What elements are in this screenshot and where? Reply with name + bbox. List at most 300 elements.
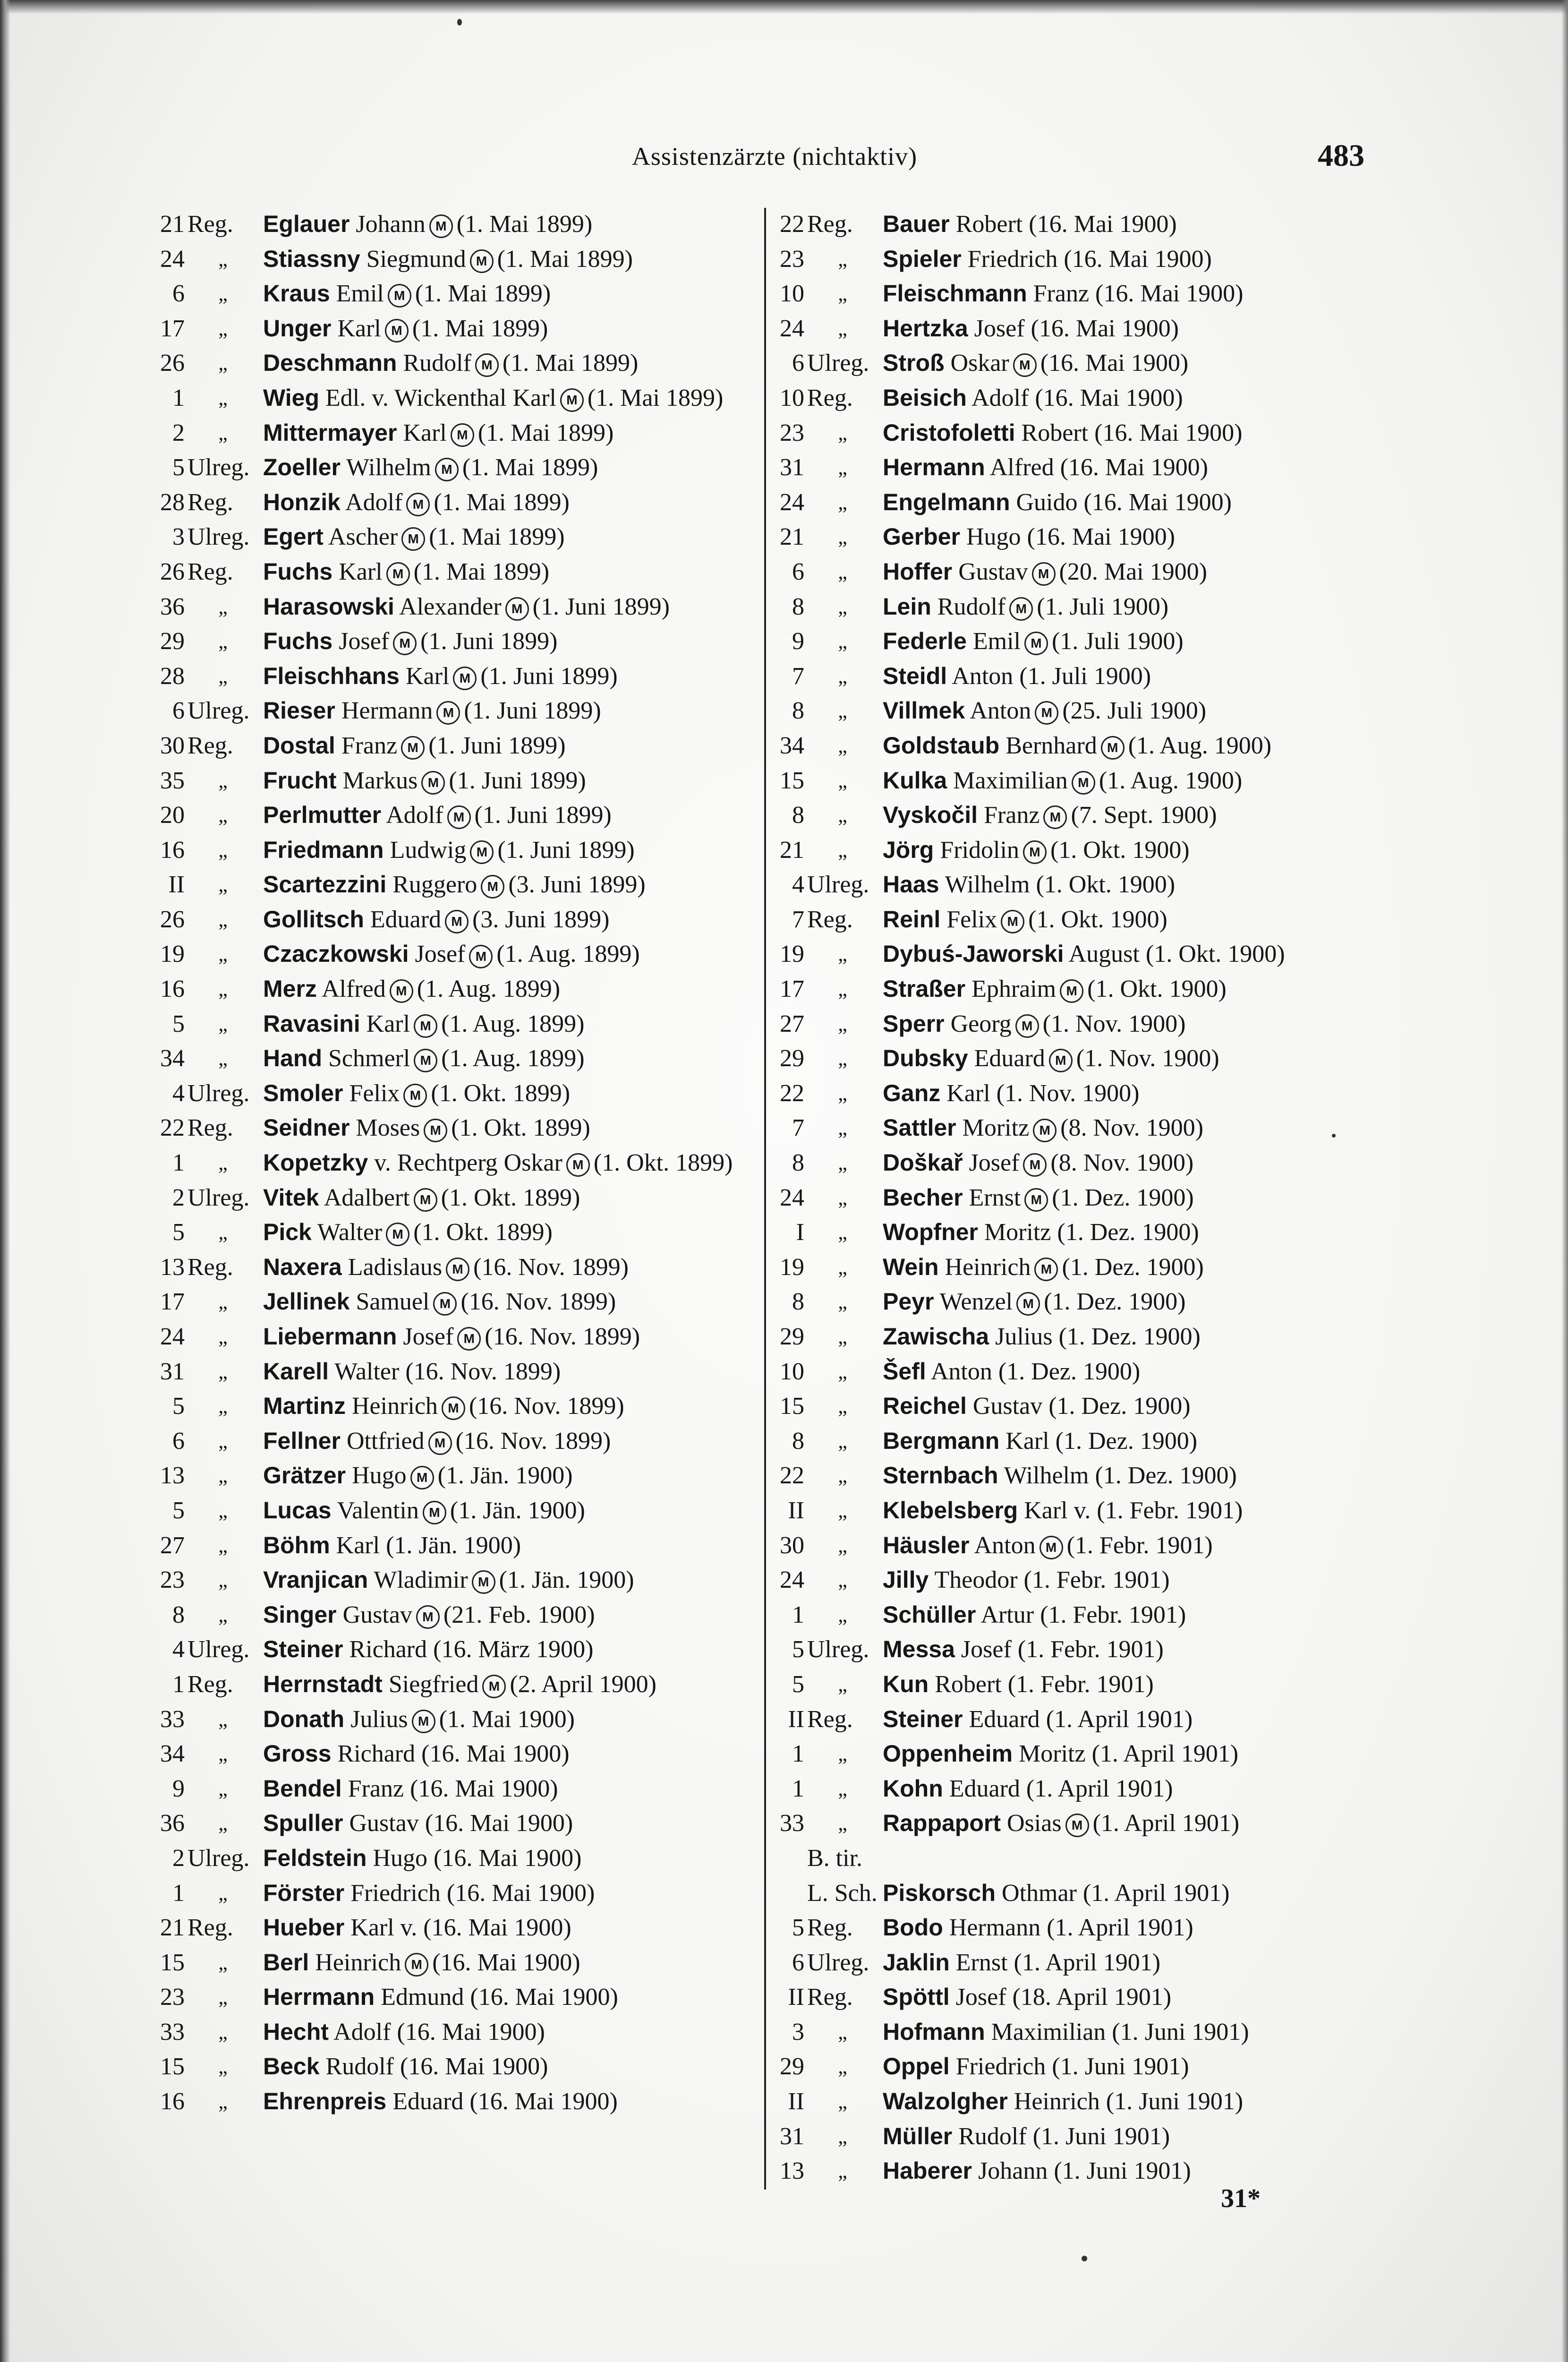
given-name: Schmerl <box>328 1045 410 1072</box>
unit-type: „ <box>218 2020 228 2044</box>
entry-date: (1. Aug. 1899) <box>441 1010 585 1037</box>
entry-unit <box>773 798 883 833</box>
given-name: Anton <box>970 697 1031 725</box>
entry-text <box>883 1945 1160 1980</box>
circled-m-icon: M <box>410 1466 434 1489</box>
surname: Šefl <box>883 1358 926 1385</box>
entry-text <box>263 555 549 590</box>
entry-unit <box>153 590 263 625</box>
unit-type: „ <box>838 2124 847 2148</box>
list-entry <box>153 937 763 972</box>
entry-unit <box>153 1876 263 1911</box>
surname: Lucas <box>263 1497 332 1523</box>
circled-m-icon: M <box>1001 910 1024 933</box>
unit-type: „ <box>838 1672 847 1696</box>
circled-m-icon: M <box>401 527 425 551</box>
unit-type: „ <box>838 282 847 306</box>
surname: Ehrenpreis <box>263 2088 387 2115</box>
entry-date: (1. Mai 1899) <box>462 454 598 481</box>
unit-number: 19 <box>160 941 185 968</box>
unit-type: „ <box>218 317 228 340</box>
list-entry <box>153 1146 763 1181</box>
given-name: v. Rechtperg Oskar <box>374 1149 562 1177</box>
list-entry <box>773 693 1387 728</box>
given-name: Samuel <box>356 1288 430 1316</box>
surname: Berl <box>263 1949 309 1976</box>
entry-date: (16. Mai 1900) <box>425 1810 573 1837</box>
unit-number: 22 <box>160 1114 185 1142</box>
list-entry <box>773 276 1387 311</box>
entry-text <box>883 520 1175 555</box>
unit-type: Ulreg. <box>187 454 250 481</box>
given-name: Walter <box>317 1219 383 1246</box>
circled-m-icon: M <box>560 388 584 412</box>
entry-text <box>263 1806 573 1841</box>
entry-unit <box>773 2154 883 2189</box>
entry-text <box>263 1424 611 1459</box>
unit-type: „ <box>838 1742 847 1766</box>
circled-m-icon: M <box>472 1570 495 1594</box>
entry-unit <box>773 1215 883 1250</box>
entry-date: (25. Juli 1900) <box>1062 697 1207 725</box>
entry-date: (16. Mai 1900) <box>410 1775 558 1802</box>
circled-m-icon: M <box>414 1188 437 1212</box>
entry-unit <box>153 1632 263 1667</box>
list-entry <box>153 1841 763 1876</box>
list-entry <box>773 624 1387 659</box>
list-entry <box>153 1319 763 1354</box>
given-name: Eduard <box>392 2088 464 2115</box>
given-name: Alfred <box>322 976 386 1003</box>
surname: Merz <box>263 976 317 1002</box>
unit-type: „ <box>838 1812 847 1835</box>
list-entry <box>153 867 763 902</box>
entry-unit <box>153 381 263 416</box>
entry-date: (1. Jän. 1900) <box>437 1462 573 1489</box>
entry-date: (1. Juni 1901) <box>1112 2018 1249 2045</box>
entry-date: (1. Dez. 1900) <box>1095 1462 1237 1489</box>
entry-unit <box>153 1319 263 1354</box>
given-name: Ladislaus <box>348 1253 443 1281</box>
entry-text <box>263 1945 580 1980</box>
entry-date: (16. Mai 1900) <box>1029 211 1177 238</box>
surname: Naxera <box>263 1253 342 1280</box>
entry-unit <box>153 902 263 937</box>
unit-number: 9 <box>792 628 804 655</box>
entry-text <box>883 693 1206 728</box>
circled-m-icon: M <box>566 1153 590 1177</box>
entry-text <box>883 2119 1170 2154</box>
unit-type: Reg. <box>187 732 233 759</box>
entry-text <box>263 972 560 1007</box>
unit-type: „ <box>838 699 847 723</box>
surname: Wein <box>883 1253 939 1280</box>
unit-type: „ <box>838 595 847 618</box>
entry-text <box>883 381 1183 416</box>
entry-text <box>263 728 566 763</box>
list-entry <box>153 1632 763 1667</box>
given-name: Heinrich <box>1014 2088 1100 2115</box>
given-name: Gustav <box>342 1601 412 1628</box>
surname: Steiner <box>883 1705 963 1732</box>
surname: Böhm <box>263 1532 330 1558</box>
unit-type: Ulreg. <box>807 350 869 377</box>
given-name: Adalbert <box>324 1184 410 1211</box>
entry-text <box>883 972 1227 1007</box>
unit-type: Reg. <box>187 558 233 585</box>
unit-type: „ <box>838 1012 847 1036</box>
entry-date: (8. Nov. 1900) <box>1060 1114 1203 1142</box>
surname: Vyskočil <box>883 802 978 829</box>
entry-date: (16. Mai 1900) <box>1035 384 1183 411</box>
entry-unit <box>773 1841 883 1876</box>
unit-type: „ <box>838 1533 847 1557</box>
given-name: Siegmund <box>366 245 466 273</box>
surname: Hecht <box>263 2018 329 2045</box>
list-entry <box>153 798 763 833</box>
given-name: Guido <box>1016 488 1078 516</box>
entry-text <box>883 1424 1197 1459</box>
circled-m-icon: M <box>1009 597 1033 621</box>
given-name: Richard <box>349 1636 427 1663</box>
entry-text <box>263 2015 545 2050</box>
circled-m-icon: M <box>414 1049 437 1072</box>
entry-date: (1. Mai 1899) <box>497 245 633 273</box>
circled-m-icon: M <box>401 736 425 760</box>
entry-date: (1. Febr. 1901) <box>1007 1670 1154 1698</box>
entry-text <box>883 1598 1186 1633</box>
circled-m-icon: M <box>406 493 430 516</box>
list-entry <box>153 1389 763 1424</box>
list-entry <box>773 1980 1387 2015</box>
given-name: Wilhelm <box>346 454 431 481</box>
entry-unit <box>153 1146 263 1181</box>
given-name: Josef <box>403 1323 454 1350</box>
given-name: Karl v. <box>1024 1497 1091 1524</box>
entry-date: (1. Juli 1900) <box>1019 662 1151 690</box>
given-name: Richard <box>337 1740 416 1768</box>
entry-text <box>263 1737 570 1772</box>
unit-type: „ <box>218 351 228 375</box>
surname: Fleischhans <box>263 662 400 689</box>
entry-unit <box>153 485 263 520</box>
circled-m-icon: M <box>1101 736 1125 760</box>
unit-number: 13 <box>160 1253 185 1281</box>
surname: Fuchs <box>263 558 333 585</box>
entry-text <box>263 1284 616 1319</box>
list-entry <box>153 1354 763 1389</box>
circled-m-icon: M <box>457 1327 481 1351</box>
given-name: Ruggero <box>392 871 477 899</box>
entry-date: (16. Mai 1900) <box>469 2088 618 2115</box>
unit-type: Ulreg. <box>807 871 869 899</box>
entry-date: (1. Juni 1899) <box>474 802 612 829</box>
given-name: Artur <box>980 1601 1034 1628</box>
entry-text <box>263 1041 585 1076</box>
surname: Martinz <box>263 1393 346 1420</box>
surname: Ravasini <box>263 1010 360 1037</box>
circled-m-icon: M <box>445 910 469 933</box>
entry-date: (1. Juni 1899) <box>532 593 670 620</box>
entry-date: (16. Mai 1900) <box>1027 523 1175 551</box>
list-entry <box>773 1493 1387 1528</box>
list-entry <box>773 590 1387 625</box>
list-entry <box>153 624 763 659</box>
given-name: Georg <box>950 1010 1012 1037</box>
list-entry <box>153 1250 763 1285</box>
surname: Bendel <box>263 1775 342 1802</box>
entry-text <box>883 1284 1185 1319</box>
unit-number: 3 <box>792 2018 804 2045</box>
unit-number: 5 <box>172 454 185 481</box>
surname: Müller <box>883 2122 953 2149</box>
given-name: Wladimir <box>374 1566 468 1594</box>
unit-number: 29 <box>780 2053 804 2080</box>
circled-m-icon: M <box>1024 632 1048 655</box>
unit-type: „ <box>218 1464 228 1488</box>
unit-number: 6 <box>792 350 804 377</box>
unit-number: 16 <box>160 836 185 864</box>
list-entry <box>153 902 763 937</box>
surname: Beck <box>263 2053 320 2080</box>
given-name: Emil <box>336 280 384 308</box>
surname: Kun <box>883 1670 929 1697</box>
entry-unit <box>773 1667 883 1702</box>
list-entry <box>153 1598 763 1633</box>
entry-unit <box>153 2015 263 2050</box>
given-name: Eduard <box>974 1045 1045 1072</box>
unit-type: „ <box>838 1081 847 1105</box>
surname: Piskorsch <box>883 1879 996 1906</box>
entry-text <box>263 1111 590 1146</box>
given-name: Bernhard <box>1006 732 1097 759</box>
given-name: Adolf <box>971 384 1029 411</box>
entry-text <box>883 1667 1154 1702</box>
entry-unit <box>153 276 263 311</box>
list-entry <box>153 2049 763 2084</box>
unit-number: 4 <box>792 871 804 899</box>
entry-date: (1. Mai 1899) <box>502 350 639 377</box>
surname: Kraus <box>263 280 330 307</box>
unit-number: 22 <box>780 1079 804 1107</box>
given-name: Maximilian <box>991 2018 1106 2045</box>
circled-m-icon: M <box>1013 353 1037 377</box>
unit-type: „ <box>838 2159 847 2183</box>
entry-unit <box>153 1806 263 1841</box>
unit-number: 4 <box>172 1636 185 1663</box>
page-header-title: Assistenzärzte (nichtaktiv) <box>631 142 918 171</box>
unit-type: „ <box>838 247 847 271</box>
entry-text <box>883 1319 1201 1354</box>
entry-unit <box>153 1945 263 1980</box>
circled-m-icon: M <box>475 353 499 377</box>
unit-type: „ <box>838 977 847 1001</box>
entry-text <box>883 1910 1193 1945</box>
unit-number: 26 <box>160 906 185 933</box>
given-name: Hugo <box>966 523 1021 551</box>
given-name: Josef <box>961 1636 1012 1663</box>
surname: Stiassny <box>263 245 360 272</box>
surname: Jilly <box>883 1566 929 1593</box>
list-entry <box>773 520 1387 555</box>
given-name: Johann <box>978 2157 1048 2185</box>
circled-m-icon: M <box>405 1953 428 1977</box>
given-name: Karl <box>339 558 383 585</box>
entry-text <box>883 276 1243 311</box>
entry-text <box>263 1667 656 1702</box>
unit-number: 34 <box>780 732 804 759</box>
list-entry <box>773 207 1387 242</box>
given-name: Edl. v. Wickenthal Karl <box>325 384 556 411</box>
list-entry <box>773 1910 1387 1945</box>
list-entry <box>153 1910 763 1945</box>
unit-type: „ <box>218 1603 228 1626</box>
entry-text <box>263 1215 553 1250</box>
list-entry <box>773 555 1387 590</box>
unit-type: „ <box>218 386 228 410</box>
entry-unit <box>153 242 263 277</box>
surname: Jörg <box>883 836 934 863</box>
entry-text <box>883 1493 1243 1528</box>
entry-text <box>883 659 1151 694</box>
given-name: Robert <box>955 211 1023 238</box>
unit-number: 8 <box>792 593 804 620</box>
entry-unit <box>773 2049 883 2084</box>
unit-type: Reg. <box>187 1914 233 1942</box>
entry-text <box>883 346 1188 381</box>
entry-date: (1. Dez. 1900) <box>1062 1253 1204 1281</box>
given-name: Moritz <box>962 1114 1030 1142</box>
unit-number: 19 <box>780 1253 804 1281</box>
list-entry <box>773 1250 1387 1285</box>
unit-type: „ <box>218 1429 228 1453</box>
unit-number: 6 <box>172 280 185 308</box>
unit-type: „ <box>218 247 228 271</box>
entry-text <box>883 485 1232 520</box>
entry-unit <box>773 867 883 902</box>
entry-date: (8. Nov. 1900) <box>1050 1149 1194 1177</box>
unit-type: „ <box>838 1290 847 1314</box>
unit-type: „ <box>218 1290 228 1314</box>
surname: Hand <box>263 1045 322 1072</box>
surname: Dostal <box>263 732 335 759</box>
entry-unit <box>153 2084 263 2119</box>
entry-text <box>883 242 1212 277</box>
unit-type: „ <box>218 1221 228 1244</box>
list-entry <box>773 833 1387 868</box>
unit-number: 5 <box>792 1914 804 1942</box>
entry-unit <box>153 1424 263 1459</box>
list-entry <box>773 311 1387 346</box>
unit-type: „ <box>838 1395 847 1418</box>
entry-text <box>263 1354 561 1389</box>
entry-unit <box>153 693 263 728</box>
given-name: Markus <box>342 767 418 794</box>
entry-text <box>263 416 614 451</box>
left-column <box>153 207 763 2119</box>
page-signature: 31* <box>1221 2184 1261 2213</box>
entry-date: (1. Mai 1899) <box>477 419 614 446</box>
given-name: Karl <box>1006 1427 1049 1455</box>
circled-m-icon: M <box>429 214 453 238</box>
list-entry <box>153 1493 763 1528</box>
circled-m-icon: M <box>421 771 445 795</box>
surname: Scartezzini <box>263 871 387 898</box>
given-name: Edmund <box>381 1984 464 2011</box>
list-entry <box>153 450 763 485</box>
entry-unit <box>153 1041 263 1076</box>
list-entry <box>773 1284 1387 1319</box>
unit-number: 27 <box>160 1532 185 1559</box>
given-name: Maximilian <box>953 767 1068 794</box>
entry-text <box>263 1493 585 1528</box>
unit-type: „ <box>838 1325 847 1348</box>
surname: Gross <box>263 1740 332 1767</box>
unit-type: „ <box>838 804 847 827</box>
entry-date: (1. Dez. 1900) <box>1058 1323 1201 1350</box>
given-name: Eduard <box>969 1705 1040 1733</box>
given-name: Karl <box>403 419 447 446</box>
entry-text <box>263 1181 580 1215</box>
unit-number: 15 <box>160 2053 185 2080</box>
unit-number: 10 <box>780 1358 804 1385</box>
unit-type: Reg. <box>807 906 853 933</box>
entry-unit <box>773 972 883 1007</box>
given-name: Theodor <box>934 1566 1018 1594</box>
entry-unit <box>773 1737 883 1772</box>
list-entry <box>153 1076 763 1111</box>
entry-date: (3. Juni 1899) <box>472 906 610 933</box>
unit-number: 21 <box>160 1914 185 1942</box>
given-name: Josef <box>415 941 466 968</box>
entry-date: (1. Aug. 1899) <box>496 941 640 968</box>
entry-date: (1. Dez. 1900) <box>998 1358 1141 1385</box>
list-entry <box>773 2015 1387 2050</box>
entry-unit <box>153 416 263 451</box>
entry-unit <box>773 311 883 346</box>
scan-speck <box>457 19 462 26</box>
entry-text <box>883 1181 1194 1215</box>
entry-unit <box>773 1632 883 1667</box>
entry-unit <box>153 450 263 485</box>
entry-date: (1. Mai 1899) <box>415 280 551 308</box>
surname: Hertzka <box>883 315 968 342</box>
unit-type: „ <box>218 1881 228 1905</box>
surname: Steidl <box>883 662 947 689</box>
given-name: Ottfried <box>346 1427 425 1455</box>
surname: Bodo <box>883 1914 943 1941</box>
surname: Steiner <box>263 1636 343 1663</box>
circled-m-icon: M <box>412 1710 435 1733</box>
unit-number: 5 <box>172 1497 185 1524</box>
list-entry <box>153 416 763 451</box>
circled-m-icon: M <box>1016 1292 1040 1316</box>
entry-text <box>263 937 640 972</box>
circled-m-icon: M <box>393 632 417 655</box>
entry-text <box>883 1146 1193 1181</box>
surname: Sternbach <box>883 1462 998 1489</box>
surname: Bergmann <box>883 1427 1000 1454</box>
given-name: Rudolf <box>403 350 471 377</box>
unit-number: 15 <box>780 767 804 794</box>
entry-text <box>263 659 618 694</box>
entry-unit <box>153 1215 263 1250</box>
unit-type: „ <box>218 907 228 931</box>
entry-unit <box>153 1284 263 1319</box>
entry-unit <box>773 1458 883 1493</box>
entry-date: (1. Okt. 1899) <box>451 1114 590 1142</box>
unit-type: „ <box>838 1116 847 1140</box>
